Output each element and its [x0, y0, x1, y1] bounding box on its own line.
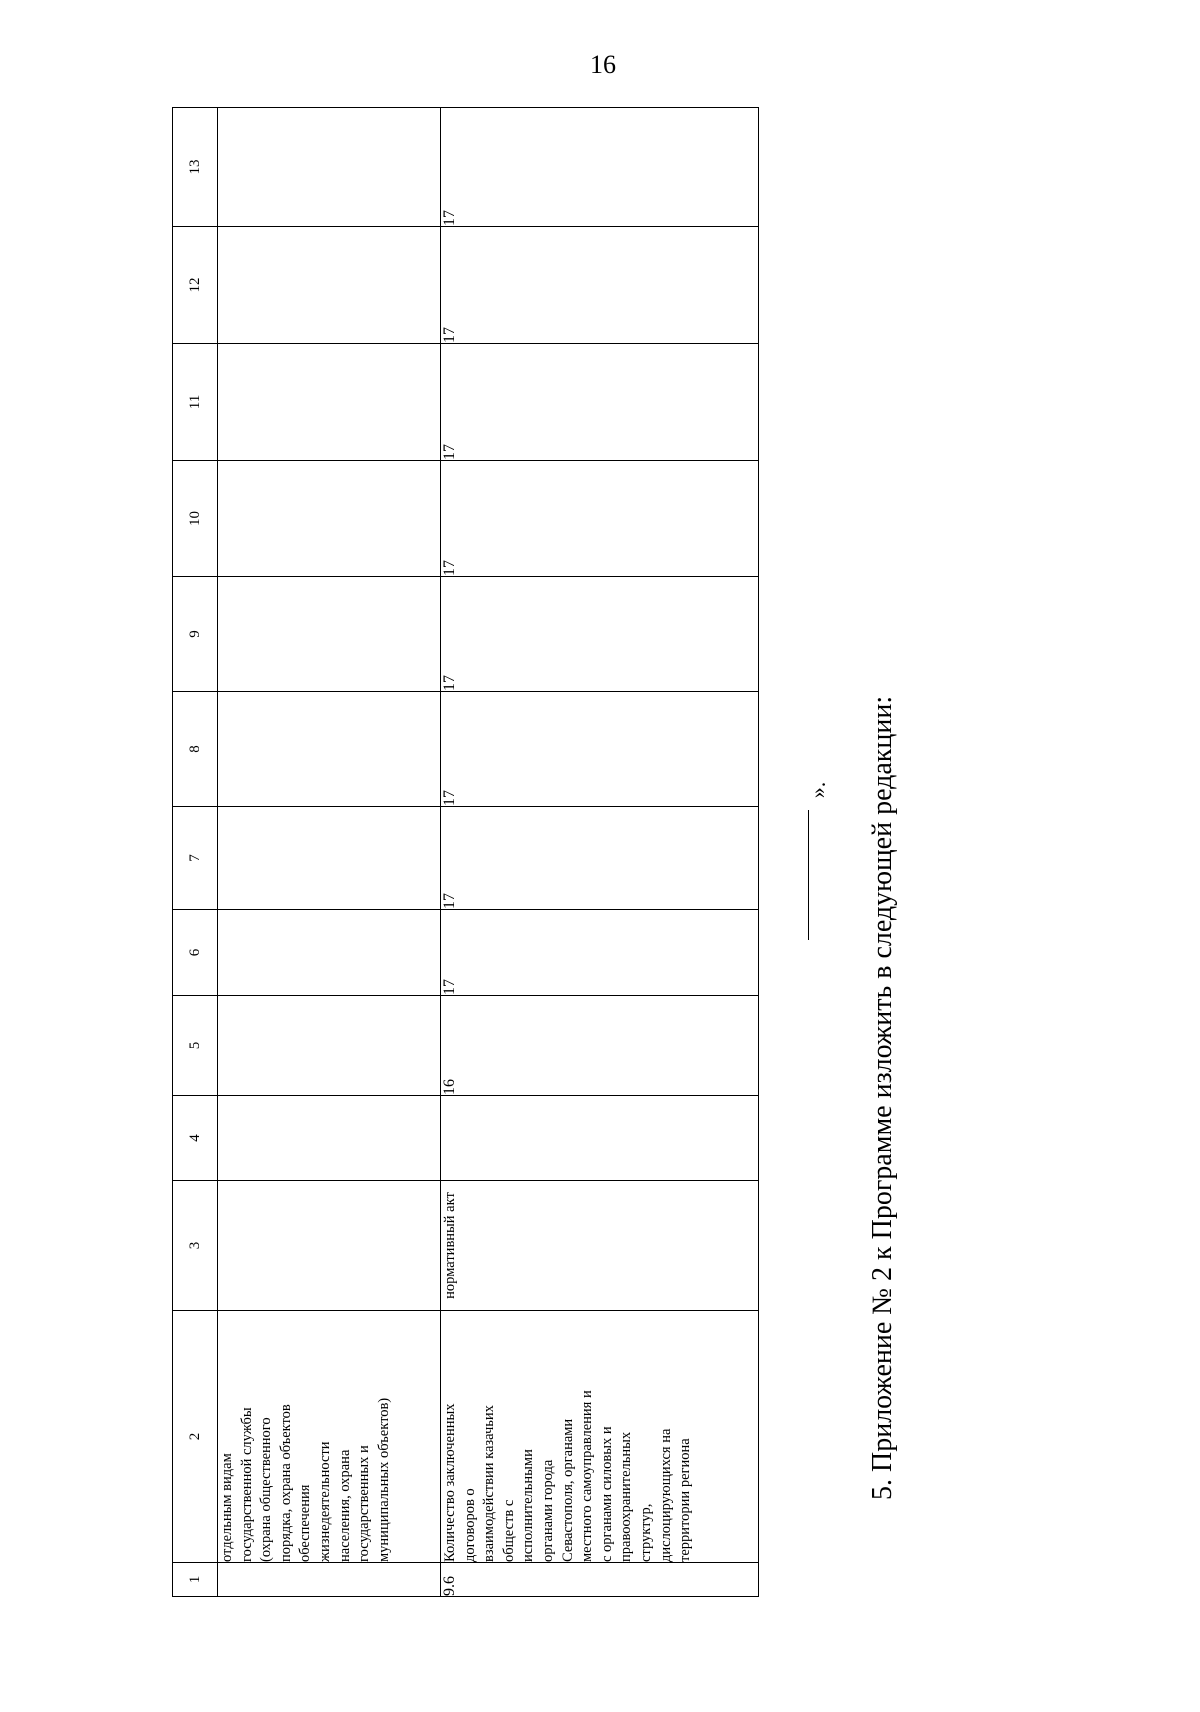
index-cell: 9.6 — [441, 1563, 759, 1597]
page-number: 16 — [590, 50, 616, 79]
description-line: территории региона — [677, 1438, 694, 1562]
amendment-instruction: 5. Приложение № 2 к Программе изложить в следующей редакции: — [867, 695, 898, 1500]
description-line: Севастополя, органами — [559, 1418, 576, 1562]
value-cell: 17 — [441, 461, 759, 577]
header-cell: 10 — [173, 461, 218, 577]
description-cell — [218, 1311, 441, 1563]
header-cell: 3 — [173, 1181, 218, 1311]
document-type-cell: нормативный акт — [441, 1181, 759, 1311]
header-cell: 11 — [173, 344, 218, 461]
header-cell: 5 — [173, 996, 218, 1096]
closing-mark — [800, 781, 830, 940]
empty-cell — [218, 807, 441, 910]
value-cell: 17 — [441, 227, 759, 344]
description-line: структур, — [637, 1503, 654, 1562]
description-line: правоохранительных — [618, 1431, 635, 1562]
empty-cell — [218, 577, 441, 692]
value-cell — [441, 1096, 759, 1181]
description-cell — [441, 1311, 759, 1563]
description-line: государственной службы — [238, 1407, 255, 1562]
description-line: отдельным видам — [219, 1453, 235, 1562]
header-cell: 12 — [173, 227, 218, 344]
description-line: Количество заключенных — [442, 1403, 458, 1562]
rotated-table-container — [172, 107, 759, 1597]
value-cell: 17 — [441, 807, 759, 910]
value-cell: 17 — [441, 692, 759, 807]
description-line: порядка, охрана объектов — [277, 1404, 294, 1562]
description-line: исполнительными — [520, 1449, 537, 1562]
closing-quote: ». — [805, 781, 830, 799]
empty-cell — [218, 461, 441, 577]
empty-cell — [218, 996, 441, 1096]
description-line: жизнедеятельности — [316, 1441, 333, 1562]
empty-cell — [218, 344, 441, 461]
header-cell: 8 — [173, 692, 218, 807]
signature-line — [808, 810, 809, 940]
description-line: взаимодействии казачьих — [481, 1405, 498, 1562]
header-cell: 2 — [173, 1311, 218, 1563]
header-row — [173, 108, 218, 1597]
header-cell: 1 — [173, 1563, 218, 1597]
description-line: государственных и — [356, 1445, 373, 1562]
empty-cell — [218, 910, 441, 996]
empty-cell — [218, 1096, 441, 1181]
empty-cell — [218, 108, 441, 227]
description-line: договоров о — [461, 1488, 478, 1562]
value-cell: 17 — [441, 344, 759, 461]
empty-cell — [218, 1181, 441, 1311]
value-cell: 17 — [441, 910, 759, 996]
description-line: обществ с — [500, 1499, 517, 1562]
empty-cell — [218, 227, 441, 344]
value-cell: 17 — [441, 108, 759, 227]
description-line: с органами силовых и — [598, 1426, 615, 1562]
empty-cell — [218, 692, 441, 807]
description-line: обеспечения — [297, 1484, 314, 1562]
table-row — [218, 108, 441, 1597]
header-cell: 13 — [173, 108, 218, 227]
table-row — [441, 108, 759, 1597]
header-cell: 9 — [173, 577, 218, 692]
description-line: муниципальных объектов) — [375, 1397, 392, 1562]
description-line: органами города — [539, 1459, 556, 1562]
description-line: местного самоуправления и — [579, 1390, 596, 1562]
header-cell: 6 — [173, 910, 218, 996]
value-cell: 16 — [441, 996, 759, 1096]
description-line: населения, охрана — [336, 1449, 353, 1562]
description-line: дислоцирующихся на — [657, 1428, 674, 1562]
description-line: (охрана общественного — [258, 1417, 275, 1562]
index-cell — [218, 1563, 441, 1597]
header-cell: 4 — [173, 1096, 218, 1181]
header-cell: 7 — [173, 807, 218, 910]
value-cell: 17 — [441, 577, 759, 692]
indicators-table — [172, 107, 759, 1597]
